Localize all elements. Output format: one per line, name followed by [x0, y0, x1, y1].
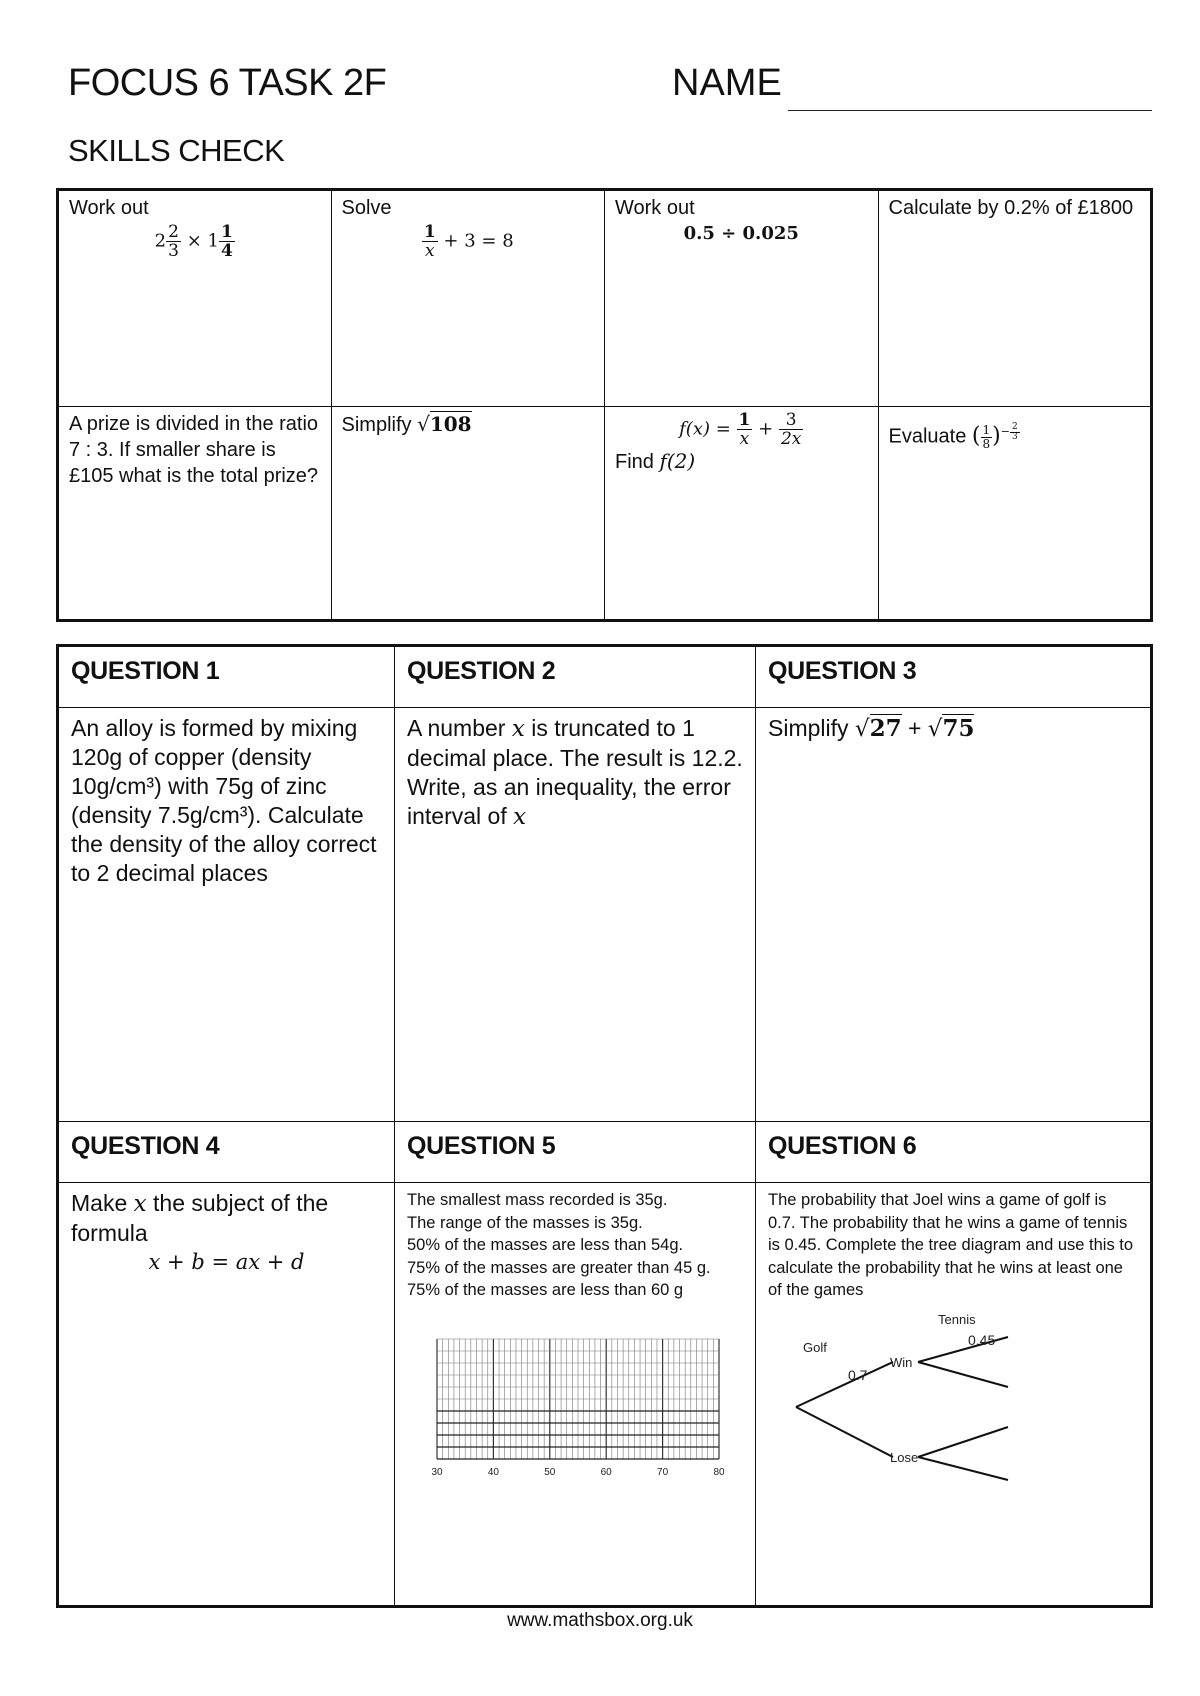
- fraction: $\frac{1}{x}$: [423, 222, 436, 261]
- tree-diagram[interactable]: [768, 1312, 1108, 1502]
- question-1-body[interactable]: [58, 708, 395, 1122]
- probability-label: 0.45: [968, 1331, 996, 1348]
- question-text: Make x the subject of the formula: [71, 1190, 329, 1246]
- mixed-number-expression: [69, 223, 321, 260]
- golf-label: Golf: [803, 1339, 827, 1355]
- simplify-surd: Simplify √108: [341, 412, 472, 436]
- cell-label: Calculate by 0.2% of £1800: [888, 197, 1134, 219]
- question-5-heading: QUESTION 5: [395, 1122, 756, 1183]
- question-line: The smallest mass recorded is 35g.: [407, 1191, 668, 1209]
- fraction: $\frac{1}{x}$: [738, 410, 751, 449]
- question-2-heading: QUESTION 2: [395, 646, 756, 708]
- cell-label: Work out: [69, 197, 149, 219]
- question-text: Simplify √27 + √75: [768, 715, 975, 742]
- skills-cell-2[interactable]: [331, 190, 605, 407]
- radicand: 27: [869, 715, 902, 742]
- skills-cell-4[interactable]: [878, 190, 1152, 407]
- whole-number: 1: [207, 230, 219, 252]
- box-plot-grid[interactable]: [407, 1324, 743, 1494]
- fraction: $\frac{1}{4}$: [220, 222, 233, 261]
- section-subtitle: SKILLS CHECK: [68, 133, 285, 168]
- radicand: 108: [429, 412, 472, 436]
- question-2-body[interactable]: [395, 708, 756, 1122]
- name-label: NAME: [672, 62, 782, 104]
- skills-cell-6[interactable]: [331, 407, 605, 621]
- question-text: The probability that Joel wins a game of golf is 0.7. The probability that he wins a game of tennis is 0.45. Complete the tree diagram and use this to calculate the probability that he wins at least one of the games: [768, 1191, 1134, 1299]
- whole-number: 2: [154, 230, 167, 252]
- probability-label: 0.7: [848, 1366, 868, 1383]
- question-line: 75% of the masses are greater than 45 g.: [407, 1258, 711, 1277]
- axis-tick-label: 80: [713, 1466, 725, 1478]
- questions-grid: [56, 644, 1153, 1608]
- question-4-body[interactable]: [58, 1183, 395, 1607]
- formula: x + b = ax + d: [148, 1250, 305, 1274]
- skills-cell-3[interactable]: [605, 190, 879, 407]
- tree-branch: [918, 1427, 1008, 1457]
- axis-tick-label: 40: [487, 1466, 499, 1478]
- question-text: A number x is truncated to 1 decimal place. The result is 12.2. Write, as an inequality, the error interval of x: [407, 715, 743, 830]
- skills-cell-5[interactable]: [58, 407, 332, 621]
- skills-cell-7[interactable]: [605, 407, 879, 621]
- footer-url[interactable]: www.mathsbox.org.uk: [507, 1610, 693, 1631]
- fraction: $\frac{1}{8}$: [982, 422, 991, 451]
- tennis-label: Tennis: [938, 1311, 976, 1327]
- cell-label: Solve: [341, 197, 392, 219]
- question-1-heading: QUESTION 1: [58, 646, 395, 708]
- find-value: Find f(2): [615, 449, 696, 473]
- tree-branch: [796, 1407, 893, 1457]
- skills-check-grid: [56, 188, 1153, 622]
- skills-cell-8[interactable]: [878, 407, 1152, 621]
- function-definition: f(x) = $\frac{1}{x}$ + $\frac{3}{2x}$: [679, 410, 802, 449]
- fraction: $\frac{3}{2x}$: [780, 410, 802, 449]
- exponent: − 2 3: [1000, 421, 1018, 442]
- operator: ×: [186, 230, 202, 252]
- equation: $\frac{1}{x}$ + 3 = 8: [423, 222, 514, 261]
- question-line: 50% of the masses are less than 54g.: [407, 1236, 684, 1254]
- axis-tick-label: 60: [600, 1466, 612, 1478]
- question-line: The range of the masses is 35g.: [407, 1213, 643, 1232]
- name-field-line[interactable]: [788, 110, 1152, 111]
- outcome-label: Win: [890, 1354, 913, 1370]
- page-title: FOCUS 6 TASK 2F: [68, 62, 387, 104]
- fraction: $\frac{2}{3}$: [168, 222, 179, 261]
- cell-text: A prize is divided in the ratio 7 : 3. If smaller share is £105 what is the total prize?: [69, 413, 319, 487]
- evaluate-expression: Evaluate ( $\frac{1}{8}$ )$^{- \frac{2}{3}}$: [888, 421, 1018, 451]
- question-6-body[interactable]: [756, 1183, 1152, 1607]
- question-line: 75% of the masses are less than 60 g: [407, 1281, 684, 1299]
- question-4-heading: QUESTION 4: [58, 1122, 395, 1183]
- expression: 0.5 ÷ 0.025: [683, 223, 799, 244]
- question-text: An alloy is formed by mixing 120g of copper (density 10g/cm³) with 75g of zinc (density 7.5g/cm³). Calculate the density of the alloy correct to 2 decimal places: [71, 715, 377, 886]
- radicand: 75: [942, 715, 975, 742]
- tree-branch: [918, 1362, 1008, 1387]
- cell-label: Work out: [615, 197, 695, 219]
- outcome-label: Lose: [890, 1449, 919, 1465]
- axis-tick-label: 50: [544, 1466, 556, 1478]
- question-3-body[interactable]: [756, 708, 1152, 1122]
- question-5-body[interactable]: [395, 1183, 756, 1607]
- axis-tick-label: 70: [657, 1466, 669, 1478]
- question-6-heading: QUESTION 6: [756, 1122, 1152, 1183]
- skills-cell-1[interactable]: [58, 190, 332, 407]
- question-3-heading: QUESTION 3: [756, 646, 1152, 708]
- axis-tick-label: 30: [431, 1466, 443, 1478]
- tree-branch: [796, 1362, 893, 1407]
- tree-branch: [918, 1457, 1008, 1480]
